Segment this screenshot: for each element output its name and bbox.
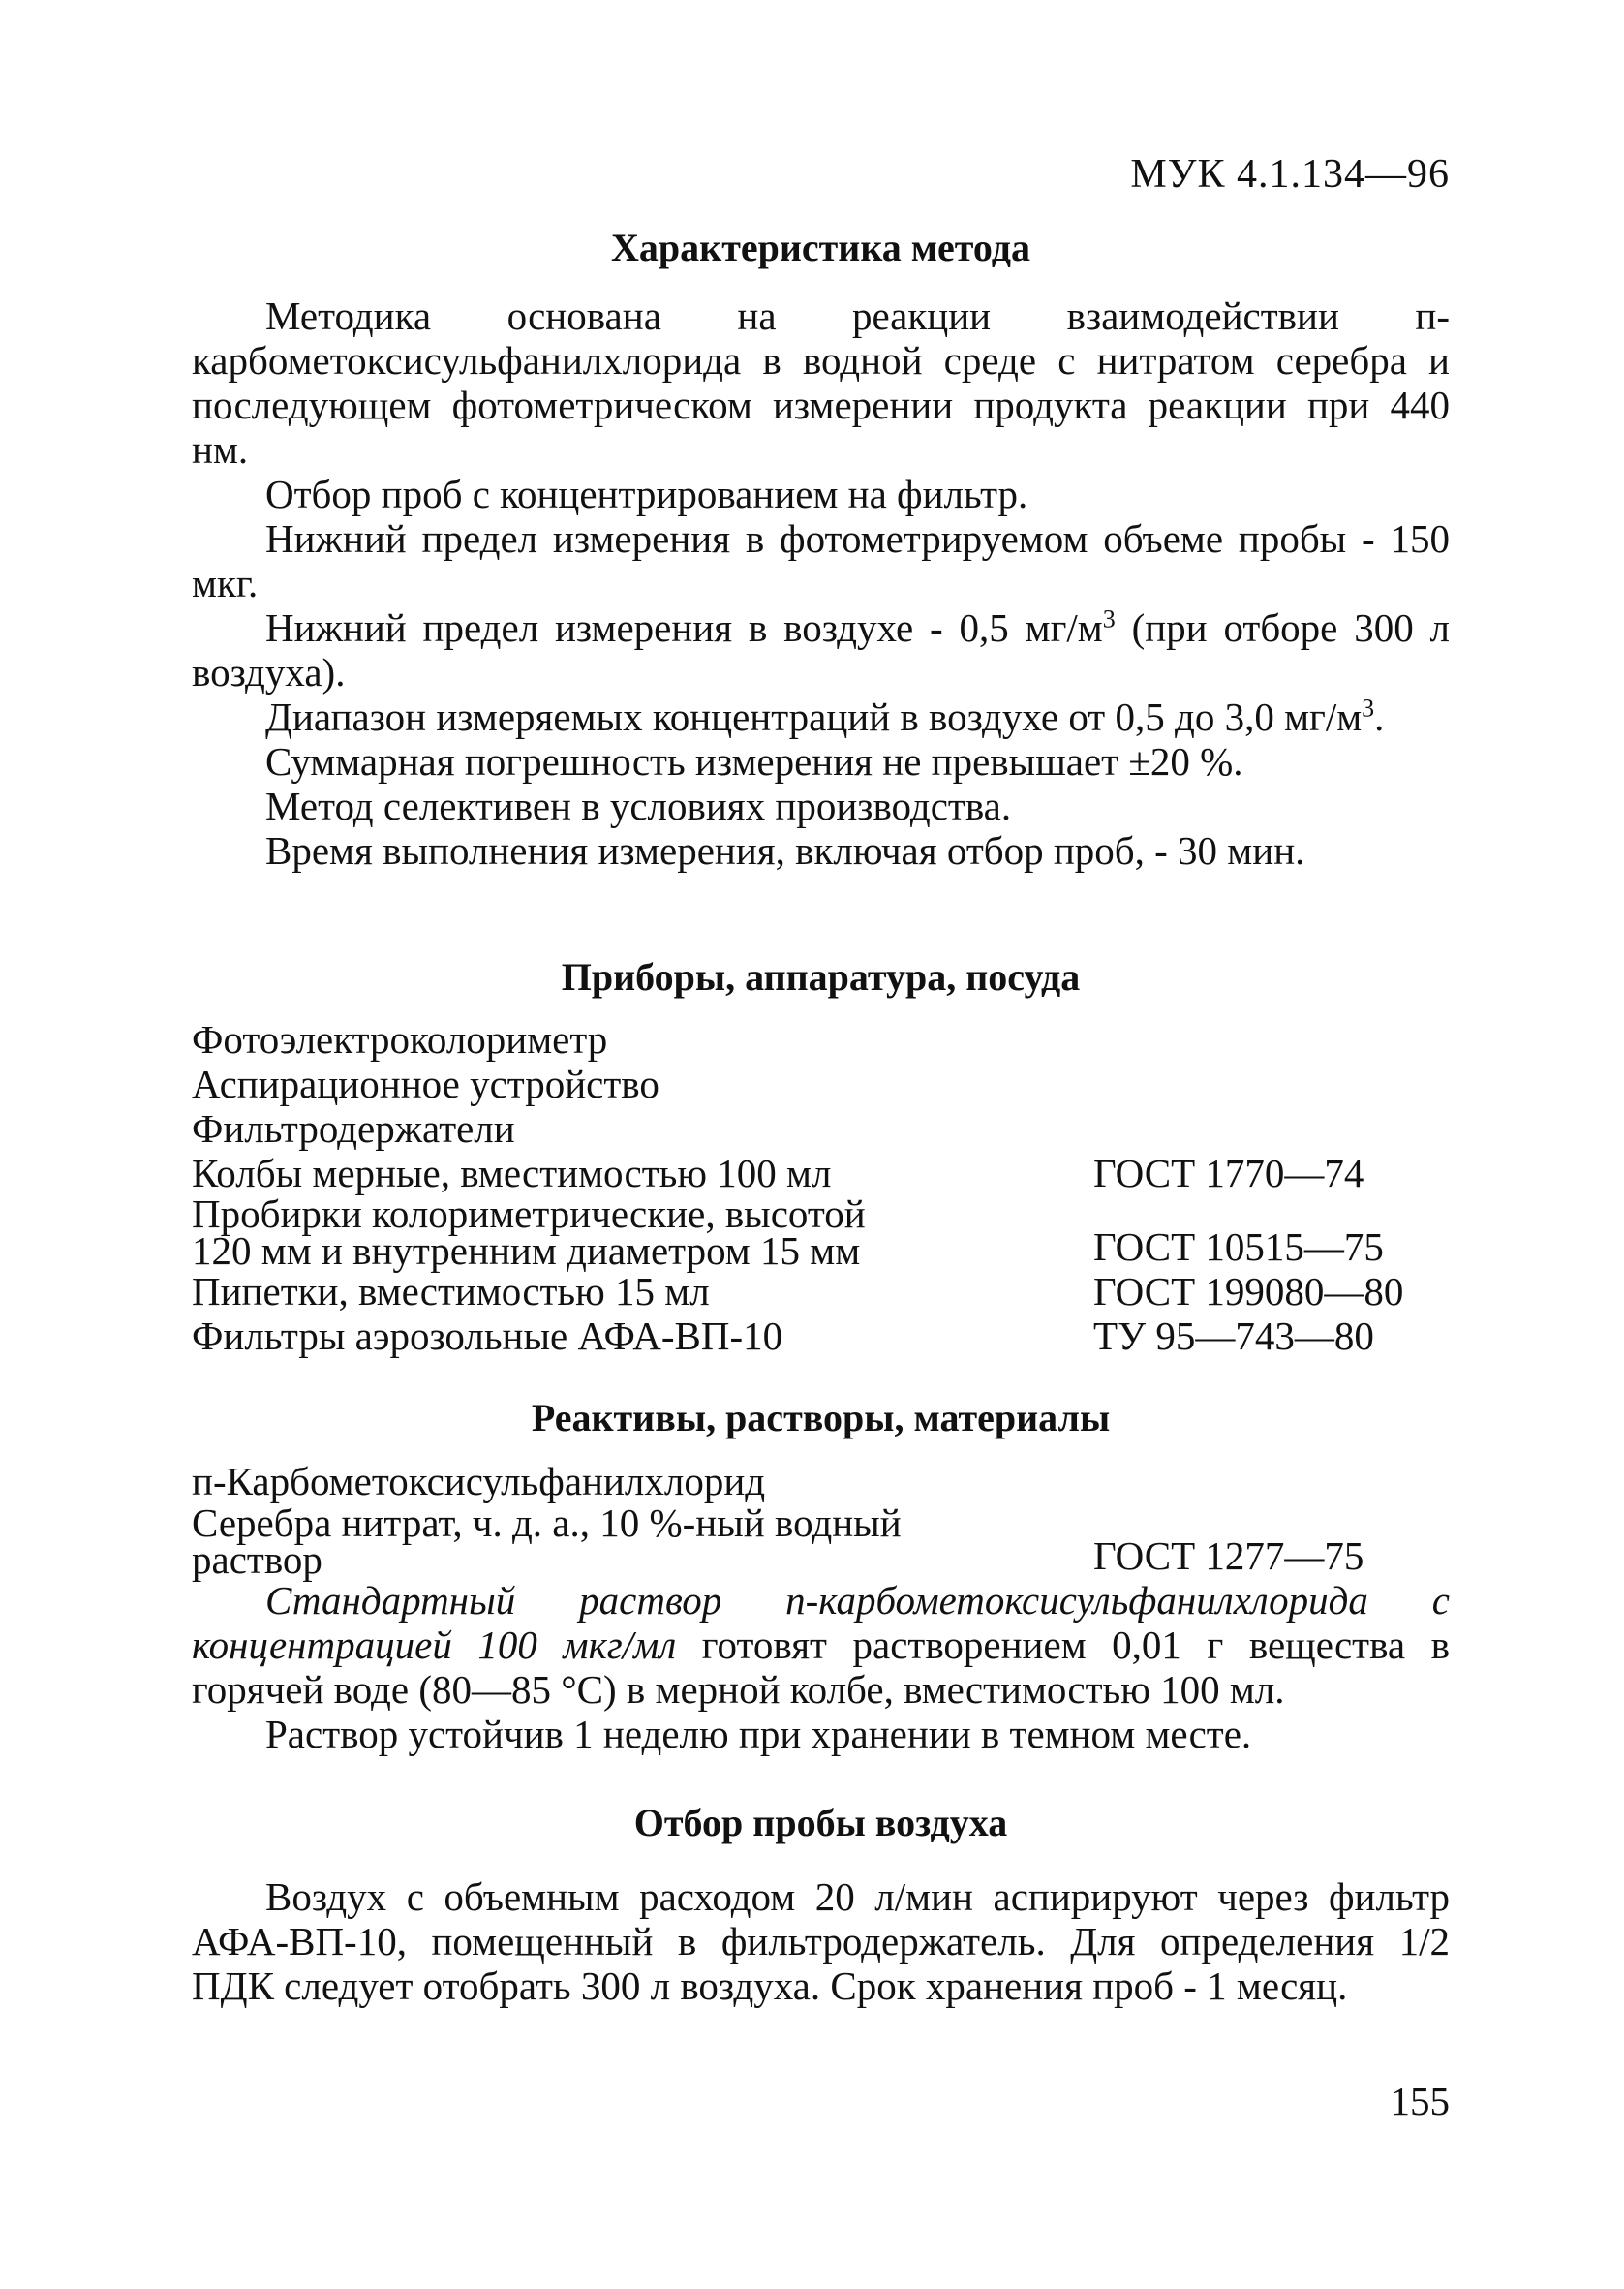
- instrument-row: [192, 1062, 1450, 1106]
- section-title: Реактивы, растворы, материалы: [531, 1396, 1111, 1439]
- italic-text: Стандартный раствор п-карбометоксисульфанилхлорида с концентрацией 100 мкг/мл: [192, 1578, 1450, 1667]
- paragraph: [192, 605, 1450, 695]
- page-number: 155: [1390, 2079, 1450, 2123]
- reagent-row: [192, 1500, 1450, 1582]
- instrument-name: Колбы мерные, вместимостью 100 мл: [192, 1151, 832, 1195]
- paragraph: [192, 695, 1450, 739]
- paragraph: Отбор проб с концентрированием на фильтр.: [265, 472, 1028, 516]
- instrument-name-line: Пробирки колориметрические, высотой: [192, 1191, 866, 1236]
- instrument-standard: ТУ 95—743—80: [1093, 1314, 1374, 1358]
- instrument-name: Фотоэлектроколориметр: [192, 1017, 608, 1062]
- text: Диапазон измеряемых концентраций в воздухе от 0,5 до 3,0 мг/м: [265, 695, 1363, 739]
- section-instruments: [192, 954, 1450, 1358]
- standard-solution-paragraph: [192, 1578, 1450, 1712]
- reagent-name: [192, 1500, 1093, 1582]
- instrument-name: Аспирационное устройство: [192, 1062, 659, 1106]
- text: Нижний предел измерения в воздухе - 0,5 мг/м: [265, 605, 1103, 650]
- reagent-standard: ГОСТ 1277—75: [1093, 1533, 1364, 1578]
- section-method-characteristics: [192, 225, 1450, 873]
- text: (при отборе 300 л воздуха).: [192, 605, 1451, 695]
- instrument-name: Пипетки, вместимостью 15 мл: [192, 1269, 710, 1314]
- paragraph: Метод селективен в условиях производства.: [265, 784, 1012, 828]
- instrument-standard: ГОСТ 1770—74: [1093, 1151, 1364, 1195]
- section-air-sampling: [192, 1800, 1450, 2008]
- section-title: Отбор пробы воздуха: [633, 1801, 1008, 1844]
- reagent-name-line: раствор: [192, 1537, 322, 1582]
- instrument-row: [192, 1314, 1450, 1358]
- reagent-name-line: Серебра нитрат, ч. д. а., 10 %-ный водный: [192, 1500, 902, 1545]
- instrument-row: [192, 1191, 1450, 1273]
- paragraph: Время выполнения измерения, включая отбор проб, - 30 мин.: [265, 828, 1305, 873]
- paragraph: Суммарная погрешность измерения не превышает ±20 %.: [265, 739, 1243, 784]
- instrument-name: [192, 1191, 1093, 1273]
- instrument-name: Фильтродержатели: [192, 1106, 515, 1151]
- section-title: Характеристика метода: [611, 226, 1030, 269]
- instrument-name: Фильтры аэрозольные АФА-ВП-10: [192, 1314, 783, 1358]
- instrument-row: [192, 1106, 1450, 1151]
- paragraph: Воздух с объемным расходом 20 л/мин аспирируют через фильтр АФА-ВП-10, помещенный в фильтродержатель. Для определения 1/2 ПДК следует отобрать 300 л воздуха. Срок хранения проб - 1 месяц.: [192, 1874, 1450, 2008]
- section-title: Приборы, аппаратура, посуда: [561, 955, 1081, 999]
- reagent-item: п-Карбометоксисульфанилхлорид: [192, 1459, 766, 1503]
- paragraph: Нижний предел измерения в фотометрируемом объеме пробы - 150 мкг.: [192, 516, 1450, 605]
- text: готовят растворением 0,01 г вещества в горячей воде (80—85 °С) в мерной колбе, вместимостью 100 мл.: [192, 1623, 1450, 1712]
- instrument-standard: ГОСТ 10515—75: [1093, 1224, 1384, 1269]
- section-reagents: [192, 1395, 1450, 1756]
- superscript: 3: [1102, 604, 1116, 634]
- paragraph: Методика основана на реакции взаимодействии п-карбометоксисульфанилхлорида в водной среде с нитратом серебра и последующем фотометрическом измерении продукта реакции при 440 нм.: [192, 294, 1450, 472]
- instrument-standard: ГОСТ 199080—80: [1093, 1269, 1404, 1314]
- instrument-row: [192, 1017, 1450, 1062]
- text: .: [1374, 695, 1385, 739]
- paragraph: Раствор устойчив 1 неделю при хранении в темном месте.: [265, 1712, 1252, 1756]
- superscript: 3: [1362, 694, 1375, 723]
- instrument-row: [192, 1269, 1450, 1314]
- instrument-name-line: 120 мм и внутренним диаметром 15 мм: [192, 1228, 861, 1273]
- instrument-row: [192, 1151, 1450, 1195]
- document-id: МУК 4.1.134—96: [1130, 152, 1450, 197]
